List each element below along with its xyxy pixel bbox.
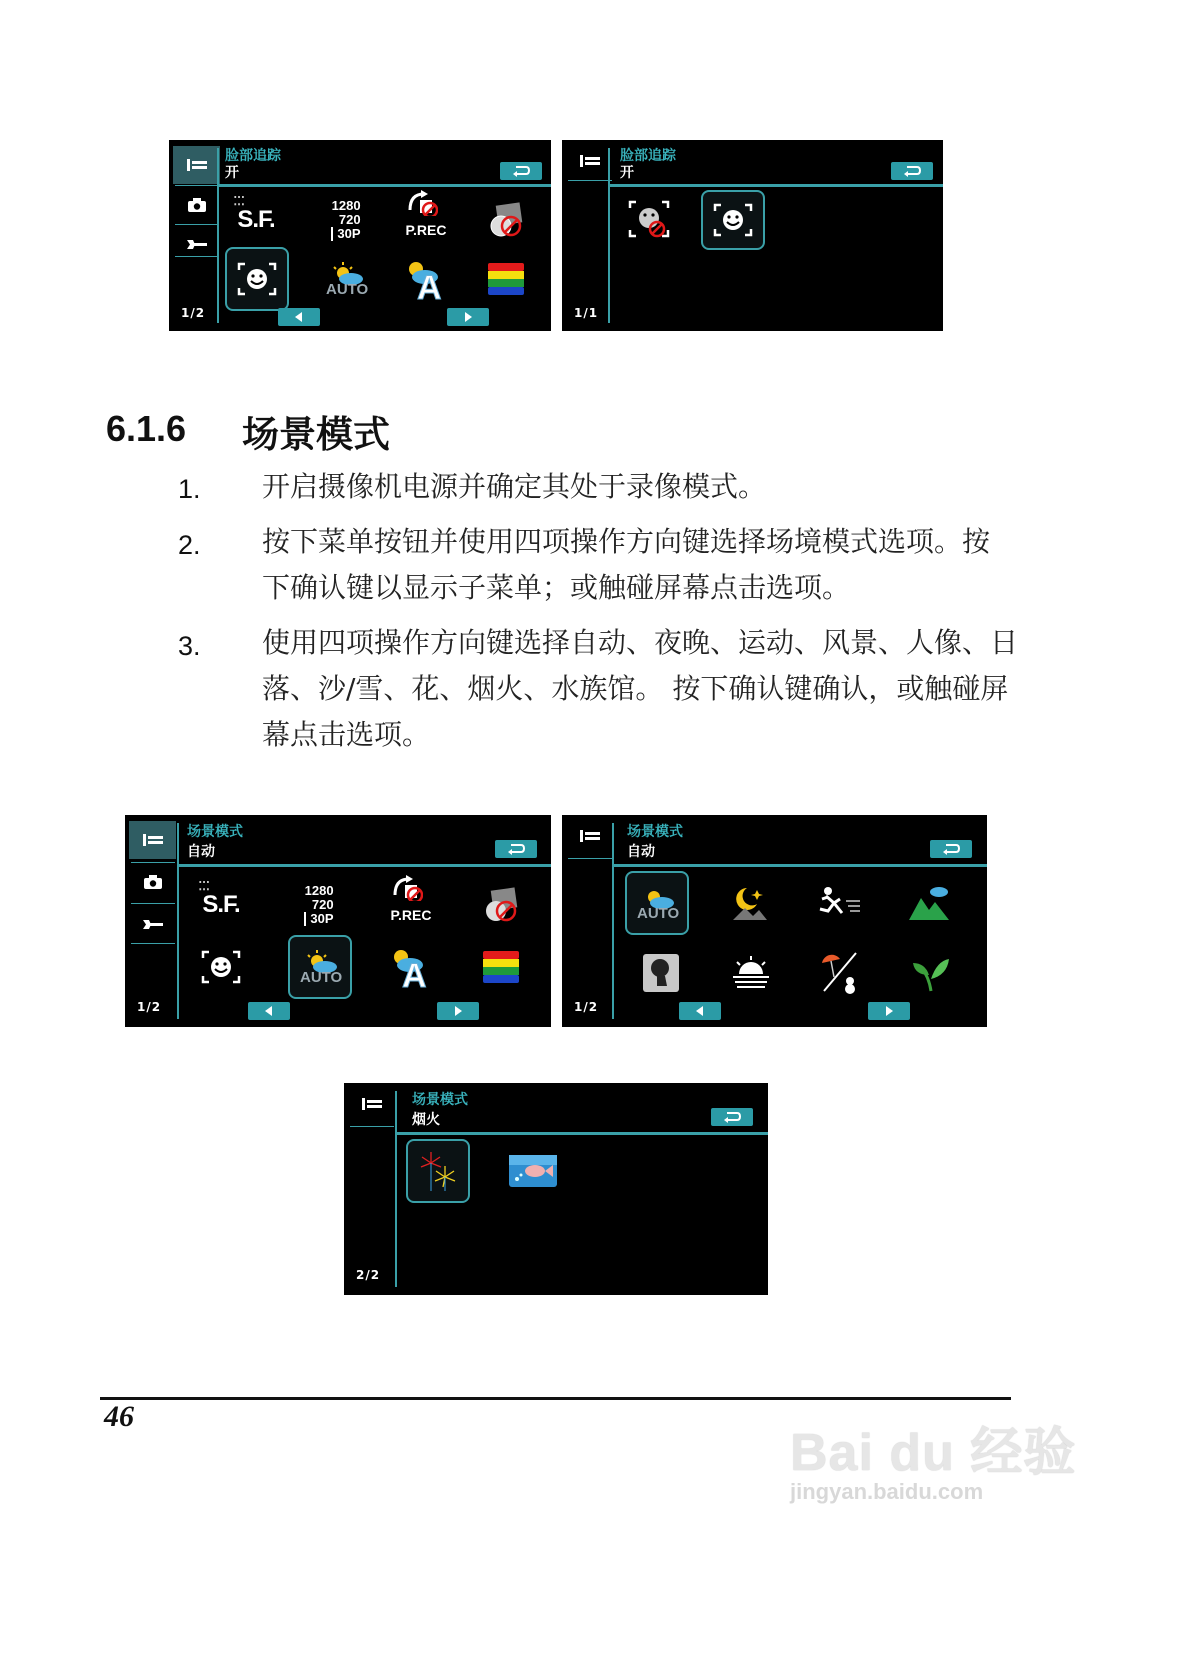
landscape-mountain-icon	[907, 884, 951, 922]
menu-list-icon	[580, 830, 600, 842]
face-detect-icon	[713, 203, 753, 237]
camera-icon	[144, 875, 162, 889]
tab-menu[interactable]	[350, 1085, 394, 1123]
page-indicator: 1/2	[181, 306, 206, 320]
scene-mode-option[interactable]	[314, 247, 378, 311]
step-number-2: 2.	[178, 530, 201, 560]
svg-text:A: A	[402, 957, 427, 989]
next-page-button[interactable]	[437, 1002, 479, 1020]
face-tracking-off-option[interactable]	[618, 188, 682, 252]
right-arrow-icon	[454, 1006, 462, 1016]
step-text-3: 使用四项操作方向键选择自动、夜晚、运动、风景、人像、日落、沙/雪、花、烟火、水族馆。 按下确认键确认，或触碰屏幕点击选项。	[262, 626, 1019, 751]
face-tracking-option[interactable]	[225, 247, 289, 311]
scene-sunset-option[interactable]	[719, 941, 783, 1005]
tab-camera[interactable]	[175, 186, 219, 224]
auto-scene-icon	[297, 947, 343, 987]
menu-title: 场景模式	[627, 824, 683, 840]
scene-mode-option[interactable]	[288, 935, 352, 999]
svg-text:A: A	[417, 269, 442, 301]
right-arrow-icon	[885, 1006, 893, 1016]
scene-flower-option[interactable]	[899, 941, 963, 1005]
face-detect-off-icon	[628, 200, 672, 240]
menu-title: 场景模式	[187, 824, 243, 840]
page-indicator: 2/2	[356, 1268, 381, 1282]
portrait-silhouette-icon	[643, 954, 679, 992]
tab-menu[interactable]	[173, 146, 220, 184]
face-tracking-option[interactable]	[189, 935, 253, 999]
scene-landscape-option[interactable]	[897, 871, 961, 935]
tab-menu[interactable]	[568, 142, 612, 180]
face-detect-icon	[201, 950, 241, 984]
weather-a-icon	[388, 945, 434, 989]
right-arrow-icon	[464, 312, 472, 322]
page-indicator: 1/1	[574, 306, 599, 320]
sunset-icon	[731, 954, 771, 992]
scene-aquarium-option[interactable]	[501, 1139, 565, 1203]
tab-settings[interactable]	[175, 225, 219, 263]
scene-fireworks-option[interactable]	[406, 1139, 470, 1203]
stabilizer-sf-option[interactable]: ⁚⁚⁚ S.F.	[198, 879, 240, 918]
night-moon-icon	[729, 884, 769, 922]
footer-rule	[100, 1397, 1011, 1400]
wrench-icon	[187, 238, 207, 250]
flower-leaf-icon	[911, 953, 951, 993]
menu-value: 自动	[187, 844, 215, 860]
fireworks-icon	[415, 1149, 461, 1193]
scene-mode-menu-screen	[125, 815, 551, 1027]
timelapse-option[interactable]	[469, 873, 533, 937]
section-title: 场景模式	[242, 413, 390, 456]
stabilizer-sf-option[interactable]: ⁚⁚⁚ S.F.	[233, 194, 275, 233]
return-arrow-icon	[942, 844, 960, 855]
menu-list-icon	[580, 155, 600, 167]
menu-value: 开	[620, 165, 634, 181]
menu-list-icon	[187, 159, 207, 171]
pre-record-option[interactable]: P.REC	[379, 873, 443, 937]
prev-page-button[interactable]	[248, 1002, 290, 1020]
step-number-1: 1.	[178, 474, 201, 504]
next-page-button[interactable]	[447, 308, 489, 326]
back-button[interactable]	[930, 840, 972, 858]
auto-exposure-option[interactable]	[394, 247, 458, 311]
pre-record-icon	[404, 190, 438, 216]
tab-menu[interactable]	[129, 821, 176, 859]
scene-night-option[interactable]	[717, 871, 781, 935]
timelapse-option[interactable]	[474, 188, 538, 252]
weather-a-icon	[403, 257, 449, 301]
face-detect-icon	[237, 262, 277, 296]
scene-beach-snow-option[interactable]	[807, 941, 871, 1005]
menu-title: 场景模式	[412, 1092, 468, 1108]
scene-sport-option[interactable]	[807, 871, 871, 935]
svg-text:AUTO: AUTO	[637, 905, 680, 922]
color-effect-option[interactable]	[474, 247, 538, 311]
svg-text:AUTO: AUTO	[326, 281, 369, 298]
left-arrow-icon	[295, 312, 303, 322]
timer-photo-icon	[482, 887, 520, 923]
color-effect-option[interactable]	[469, 935, 533, 999]
baidu-watermark	[790, 1410, 1076, 1505]
page-indicator: 1/2	[137, 1000, 162, 1014]
beach-snow-icon	[816, 951, 862, 995]
color-bars-icon	[488, 263, 524, 295]
menu-value: 自动	[627, 844, 655, 860]
section-number: 6.1.6	[106, 408, 187, 449]
scene-auto-option[interactable]	[625, 871, 689, 935]
timer-photo-icon	[487, 202, 525, 238]
scene-portrait-option[interactable]	[629, 941, 693, 1005]
back-button[interactable]	[495, 840, 537, 858]
wrench-icon	[143, 918, 163, 930]
menu-title: 脸部追踪	[225, 148, 281, 164]
menu-list-icon	[362, 1098, 382, 1110]
scene-mode-submenu-screen	[562, 815, 987, 1027]
menu-value: 开	[225, 165, 239, 181]
back-button[interactable]	[500, 162, 542, 180]
watermark-url: jingyan.baidu.com	[790, 1479, 984, 1504]
return-arrow-icon	[512, 166, 530, 177]
step-number-3: 3.	[178, 631, 201, 661]
left-arrow-icon	[265, 1006, 273, 1016]
back-button[interactable]	[891, 162, 933, 180]
resolution-option[interactable]: 1280 720 30P	[331, 198, 361, 241]
next-page-button[interactable]	[868, 1002, 910, 1020]
sport-runner-icon	[816, 885, 862, 921]
pre-record-option[interactable]: P.REC	[394, 188, 458, 252]
svg-text:AUTO: AUTO	[300, 969, 343, 986]
step-text-1: 开启摄像机电源并确定其处于录像模式。	[262, 470, 767, 503]
return-arrow-icon	[723, 1112, 741, 1123]
watermark-brand: Bai du 经验	[790, 1424, 1077, 1482]
return-arrow-icon	[507, 844, 525, 855]
menu-title: 脸部追踪	[620, 148, 676, 164]
page-number: 46	[104, 1400, 134, 1433]
left-arrow-icon	[696, 1006, 704, 1016]
face-tracking-on-option[interactable]	[701, 190, 765, 250]
auto-scene-icon	[323, 259, 369, 299]
auto-exposure-option[interactable]	[379, 935, 443, 999]
tab-camera[interactable]	[131, 863, 175, 901]
pre-record-icon	[389, 875, 423, 901]
aquarium-fish-icon	[509, 1155, 557, 1187]
auto-scene-icon	[634, 883, 680, 923]
face-tracking-menu-screen	[169, 140, 551, 331]
prev-page-button[interactable]	[278, 308, 320, 326]
return-arrow-icon	[903, 166, 921, 177]
back-button[interactable]	[711, 1108, 753, 1126]
page-indicator: 1/2	[574, 1000, 599, 1014]
tab-settings[interactable]	[131, 905, 175, 943]
menu-value: 烟火	[412, 1112, 440, 1128]
face-tracking-submenu-screen	[562, 140, 943, 331]
scene-mode-page2-screen	[344, 1083, 768, 1295]
step-text-2: 按下菜单按钮并使用四项操作方向键选择场境模式选项。按下确认键以显示子菜单；或触碰屏幕点击选项。	[262, 525, 991, 604]
prev-page-button[interactable]	[679, 1002, 721, 1020]
camera-icon	[188, 198, 206, 212]
tab-menu[interactable]	[568, 817, 612, 855]
color-bars-icon	[483, 951, 519, 983]
resolution-option[interactable]: 1280 720 30P	[304, 883, 334, 926]
menu-list-icon	[143, 834, 163, 846]
